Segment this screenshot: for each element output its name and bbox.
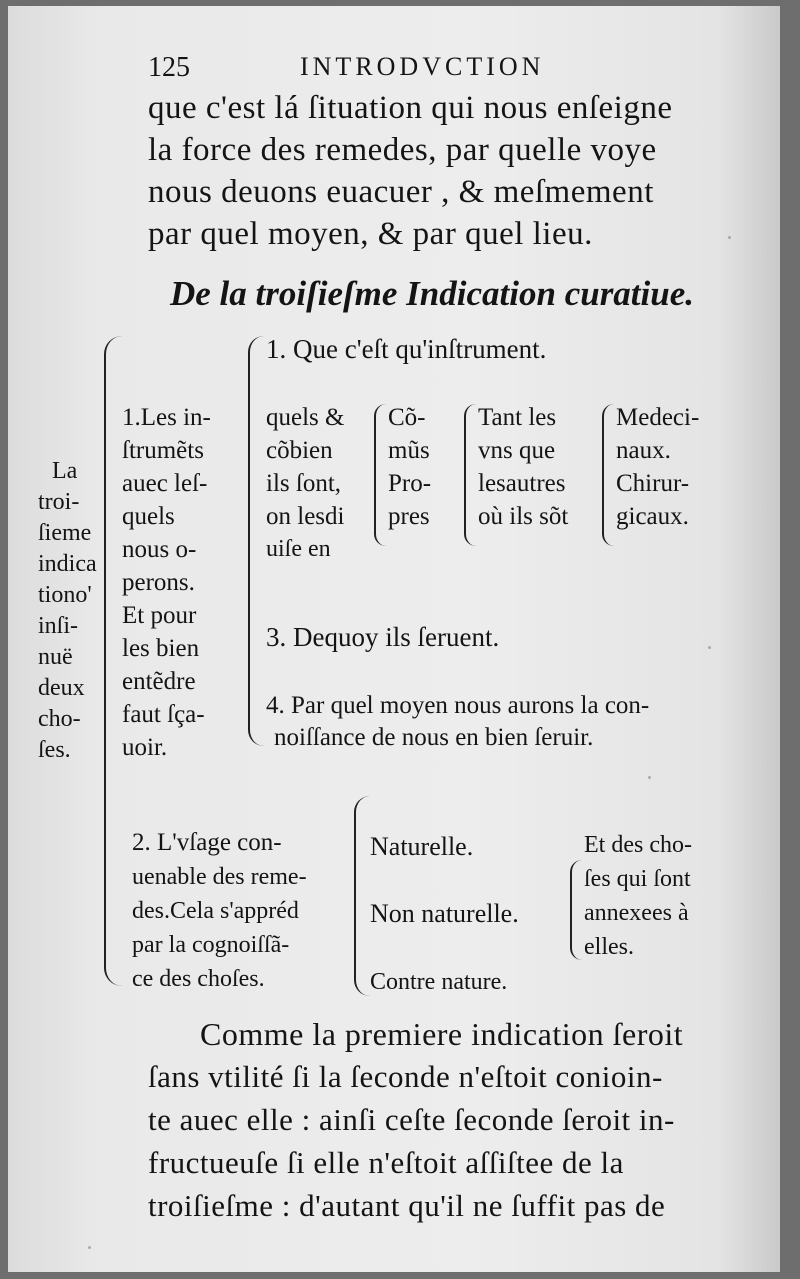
closing-line: fructueuſe ſi elle n'eſtoit aſſiſtee de la (148, 1145, 624, 1180)
kinds-list (388, 401, 431, 533)
kinds-line: mũs (388, 437, 430, 464)
kinds-line: Pro- (388, 470, 432, 497)
kinds-desc-brace (464, 404, 476, 546)
kinds-desc-line: lesautres (478, 470, 566, 497)
item4-line: noiſſance de nous en bien ſeruir. (274, 724, 594, 751)
branch1-label-line: perons. (122, 569, 195, 596)
option-line: Non naturelle. (370, 899, 519, 928)
branch2-label-line: par la cognoiſſã- (132, 932, 290, 958)
item2-label-line: ils ſont, (266, 470, 342, 497)
paper-speck (708, 646, 711, 649)
branch1-label (122, 401, 211, 764)
item1-text: 1. Que c'eſt qu'inſtrument. (266, 334, 547, 364)
annex-line: annexees à (584, 900, 689, 926)
kinds-result (616, 401, 699, 533)
branch1-label-line: uoir. (122, 734, 168, 761)
section-heading: De la troiſieſme Indication curatiue. (170, 274, 695, 313)
kinds-desc-line: Tant les (478, 404, 557, 431)
closing-line: troiſieſme : d'autant qu'il ne ſuffit pas de (148, 1188, 666, 1223)
kinds-desc (478, 401, 568, 533)
paper-speck (728, 236, 731, 239)
kinds-desc-line: où ils sõt (478, 503, 569, 530)
margin-label-line: La (52, 458, 78, 484)
branch2-label-line: uenable des reme- (132, 864, 307, 890)
branch1-label-line: ſtrumẽts (122, 437, 204, 464)
kinds-result-line: naux. (616, 437, 671, 464)
branch2-label-line: 2. L'vſage con- (132, 829, 282, 856)
paper-speck (648, 776, 651, 779)
kinds-result-brace (602, 404, 614, 546)
annex-line: ſes qui ſont (584, 866, 691, 892)
branch2-brace (354, 796, 370, 996)
branch1-label-line: auec leſ- (122, 470, 208, 497)
branch2-label-line: des.Cela s'appréd (132, 898, 299, 924)
intro-line: que c'est lá ſituation qui nous enſeigne (148, 90, 673, 126)
annex-line: elles. (584, 934, 634, 960)
annex-brace (570, 860, 582, 960)
annex-text (584, 828, 692, 964)
branch2-label-line: ce des choſes. (132, 966, 265, 992)
intro-line: nous deuons euacuer , & meſmement (148, 174, 654, 210)
item2-label-line: cõbien (266, 437, 333, 464)
intro-line: par quel moyen, & par quel lieu. (148, 216, 593, 252)
branch1-label-line: nous o- (122, 536, 197, 563)
item3-text: 3. Dequoy ils ſeruent. (266, 622, 500, 652)
intro-line: la force des remedes, par quelle voye (148, 132, 657, 168)
margin-label-line: tiono' (38, 582, 92, 608)
annex-line: Et des cho- (584, 832, 692, 858)
branch2-label (132, 826, 307, 996)
kinds-line: Cõ- (388, 404, 426, 431)
margin-label (38, 456, 108, 766)
item2-label-line: quels & (266, 404, 345, 431)
item4-line: 4. Par quel moyen nous aurons la con- (266, 692, 650, 719)
kinds-line: pres (388, 503, 430, 530)
option-line: Naturelle. (370, 832, 474, 861)
item2-label-line: uiſe en (266, 536, 331, 562)
margin-label-line: ſes. (38, 737, 71, 763)
closing-line: te auec elle : ainſi ceſte ſeconde ſeroit in- (148, 1102, 675, 1137)
paper-speck (88, 1246, 91, 1249)
closing-line: Comme la premiere indication ſeroit (200, 1016, 684, 1052)
book-page (8, 6, 780, 1272)
margin-label-line: troi- (38, 489, 80, 515)
item2-label-line: on lesdi (266, 503, 345, 530)
kinds-desc-line: vns que (478, 437, 556, 464)
branch1-label-line: 1.Les in- (122, 404, 211, 431)
option-line: Contre nature. (370, 969, 508, 995)
branch1-label-line: quels (122, 503, 175, 530)
closing-line: ſans vtilité ſi la ſeconde n'eſtoit conioin- (148, 1059, 663, 1094)
kinds-result-line: Chirur- (616, 470, 690, 497)
branch1-label-line: entẽdre (122, 668, 196, 695)
branch1-brace (248, 336, 264, 746)
margin-label-line: deux (38, 675, 85, 701)
branch1-label-line: faut ſça- (122, 701, 205, 728)
kinds-result-line: gicaux. (616, 503, 689, 530)
margin-label-line: indica (38, 551, 97, 577)
running-title: INTRODVCTION (300, 52, 545, 81)
margin-label-line: inſi- (38, 613, 78, 639)
margin-label-line: nuë (38, 644, 73, 670)
margin-label-line: ſieme (38, 520, 92, 546)
branch1-label-line: les bien (122, 635, 200, 662)
page-number: 125 (148, 52, 190, 83)
branch1-label-line: Et pour (122, 602, 197, 629)
kinds-result-line: Medeci- (616, 404, 700, 431)
item2-label (266, 401, 344, 566)
kinds-brace (374, 404, 386, 546)
margin-label-line: cho- (38, 706, 81, 732)
main-brace (104, 336, 122, 986)
